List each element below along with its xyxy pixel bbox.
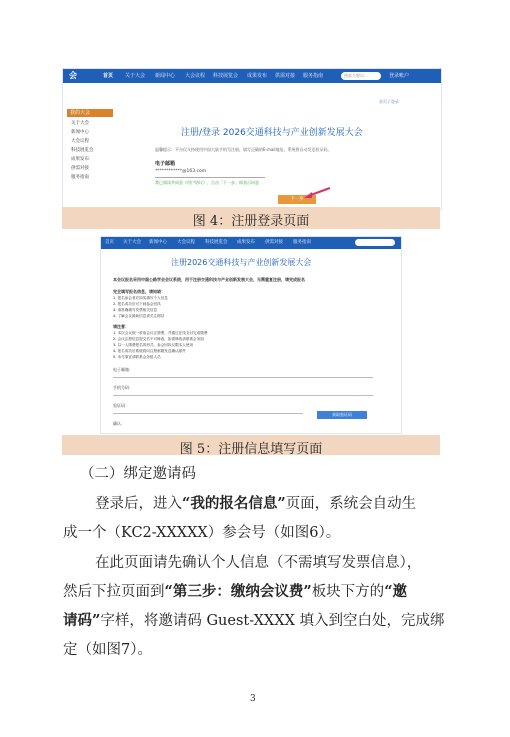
text-run: 页面，系统会自动生 [285,496,417,512]
nav-item[interactable]: 首页 [103,73,114,79]
nav-item[interactable]: 供需对接 [275,73,296,79]
caption-text: 图 4：注册登录页面 [192,214,310,229]
registration-title: 注册2026交通科技与产业创新发展大会 [171,258,312,267]
intro-text: 本会议报名采用中国公路学会会议系统，用于注册交通科技与产业创新发展大会，无需重复注册，请完成报名 [113,277,305,282]
bold-text: “我的报名信息” [182,495,286,512]
text-run: 登录后，进入 [95,496,182,512]
search-input[interactable]: 搜索关键词... [341,72,381,80]
verify-field[interactable] [113,413,303,414]
sidebar-item[interactable]: 成果发布 [71,157,89,162]
list-item: 4. 了解会议最新信息请关注网站 [113,314,165,318]
sidebar [67,109,113,205]
list-item: 2. 会议注册信息提交后不可修改，如需修改请联系会务组 [113,337,204,341]
nav-item[interactable]: 成果发布 [237,240,255,245]
list-item: 4. 报名成功后系统将向注册邮箱发送确认邮件 [113,349,186,353]
nav-item[interactable]: 首页 [105,240,114,245]
phone-field[interactable] [113,395,373,396]
nav-item[interactable]: 供需对接 [265,240,283,245]
figure-caption [62,207,440,229]
paragraph-line [63,580,407,601]
nav-item[interactable]: 科技展览会 [205,240,228,245]
phone-field-label: 手机号码： [113,385,133,390]
search-input[interactable] [355,239,395,246]
nav-item[interactable]: 服务指南 [303,73,324,79]
email-field-label: 电子邮箱： [113,367,133,372]
account-link[interactable]: 登录账户 [389,73,410,79]
nav-item[interactable]: 关于大会 [125,73,146,79]
sidebar-item[interactable]: 科技展览会 [71,148,94,153]
nav-item[interactable]: 新闻中心 [149,240,167,245]
paragraph-line [95,492,416,513]
email-label: 电子邮箱 [155,161,176,167]
figure-caption [62,435,440,455]
paragraph-line: 成一个（KC2-XXXXX）参会号（如图6）。 [63,525,341,541]
site-logo: 会 [69,71,77,80]
list-item: 3. 以一人缴费报名的形式，参会回执仅限本人使用 [113,343,194,347]
login-note: 温馨提示：平台仅支持使用中国大陆手机号注册，填写正确的E-mail地址，系统将自动发送验证码。 [155,147,332,152]
email-field[interactable] [113,377,373,378]
screenshot-registration-page [100,236,402,434]
list-item: 2. 报名成功后可下载参会回执 [113,302,161,306]
email-field[interactable]: ************@163.com [155,169,265,178]
nav-item[interactable]: 大会议程 [177,240,195,245]
bold-text: “第三步：缴纳会议费” [164,583,312,600]
nav-item[interactable]: 关于大会 [123,240,141,245]
list-item: 1. 报名参会者应如实填写个人信息 [113,296,168,300]
text-run: 字样，将邀请码 Guest-XXXX 填入到空白处，完成绑 [100,613,445,629]
nav-item[interactable]: 服务指南 [293,240,311,245]
bold-text: 请码” [63,612,101,629]
screenshot-login-page [62,68,442,210]
sidebar-item[interactable]: 关于大会 [71,121,89,126]
bold-text: “邀 [384,583,408,600]
sidebar-item[interactable]: 供需对接 [71,166,89,171]
agreement-checkbox[interactable]: 我已阅读并同意《用户协议》，点击「下一步」即表示同意 [155,180,259,185]
sidebar-item[interactable]: 新闻中心 [71,130,89,135]
page-number: 3 [250,694,256,704]
text-run: 板块下方的 [311,584,385,600]
paragraph-line: 在此页面请先确认个人信息（不需填写发票信息）， [95,555,422,571]
paragraph-line: 定（如图7）。 [63,642,152,658]
paragraph-line [63,609,445,630]
section-heading: （二）绑定邀请码 [80,466,196,482]
nav-item[interactable]: 科技展览会 [213,73,239,79]
nav-item[interactable]: 大会议程 [185,73,206,79]
verify-field-label: 验证码： [113,403,129,408]
caption-text: 图 5：注册信息填写页面 [179,442,323,457]
next-button[interactable]: 下一步 [278,195,316,204]
sidebar-item[interactable]: 服务指南 [71,175,89,180]
section-heading: 请注意： [113,324,129,329]
section-heading: 完全填写报名信息，请知晓： [113,289,165,294]
top-nav-bar [63,69,441,83]
list-item: 5. 未尽事宜请联系会务组人员 [113,355,161,359]
get-code-button[interactable]: 获取验证码 [317,411,367,419]
sidebar-header: 我的大会 [67,109,113,117]
top-nav-bar [101,237,401,249]
login-title: 注册/登录 2026交通科技与产业创新发展大会 [181,128,363,138]
list-item: 3. 请准确填写发票相关信息 [113,308,158,312]
breadcrumb: 首页 / 登录 [379,99,399,104]
nav-item[interactable]: 成果发布 [247,73,268,79]
nav-item[interactable]: 新闻中心 [155,73,176,79]
sidebar-item[interactable]: 大会议程 [71,139,89,144]
confirm-field-label: 确认： [113,421,125,426]
arrow-pointer-icon [302,186,332,200]
list-item: 1. 本次会议统一收取会议注册费，并通过在线支付完成缴费 [113,331,208,335]
text-run: 然后下拉页面到 [63,584,165,600]
